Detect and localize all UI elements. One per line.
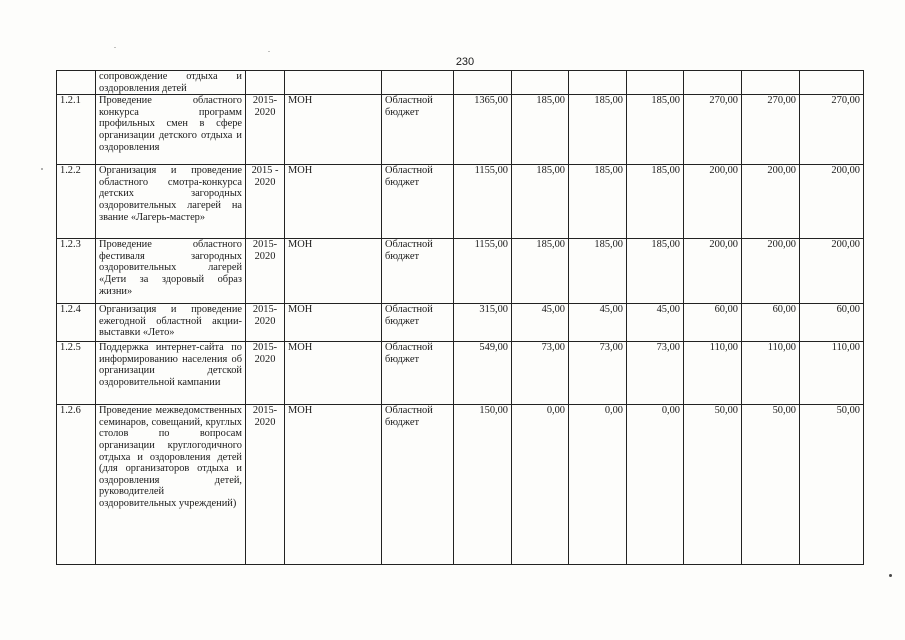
cell-year-value: 270,00 [684, 95, 742, 165]
cell-year-value: 185,00 [569, 239, 627, 304]
cell-years: 2015-2020 [246, 342, 285, 405]
cell-year-value: 200,00 [742, 165, 800, 239]
cell-year-value: 50,00 [742, 405, 800, 565]
cell-executor: МОН [285, 405, 382, 565]
cell-year-value: 73,00 [569, 342, 627, 405]
cell-funding-source: Областной бюджет [382, 342, 454, 405]
cell-years: 2015-2020 [246, 405, 285, 565]
cell-year-value: 0,00 [627, 405, 684, 565]
cell-year-value: 60,00 [684, 304, 742, 342]
cell-executor: МОН [285, 304, 382, 342]
cell-executor: МОН [285, 95, 382, 165]
cell-year-value: 185,00 [512, 165, 569, 239]
cell-total: 1365,00 [454, 95, 512, 165]
cell-num: 1.2.1 [57, 95, 96, 165]
continuation-row [57, 71, 864, 95]
table-row [57, 239, 864, 304]
cell-years: 2015 - 2020 [246, 165, 285, 239]
cell-year-value: 200,00 [742, 239, 800, 304]
cell-continuation-text: сопровождение отдыха и оздоровления детей [96, 71, 246, 95]
page-number: 230 [455, 56, 475, 68]
cell-funding-source: Областной бюджет [382, 405, 454, 565]
cell-year-value: 60,00 [800, 304, 864, 342]
cell-year-value: 50,00 [684, 405, 742, 565]
cell-year-value: 110,00 [742, 342, 800, 405]
cell-year-value: 45,00 [569, 304, 627, 342]
cell-activity-name: Организация и проведение ежегодной областной акции-выставки «Лето» [96, 304, 246, 342]
cell-total: 150,00 [454, 405, 512, 565]
cell-year-value: 200,00 [800, 165, 864, 239]
cell-total: 1155,00 [454, 165, 512, 239]
table-row [57, 304, 864, 342]
cell-activity-name: Поддержка интернет-сайта по информированию населения об организации детской оздоровительной кампании [96, 342, 246, 405]
cell-year-value: 0,00 [512, 405, 569, 565]
scan-speck [114, 47, 116, 48]
cell-year-value: 185,00 [569, 95, 627, 165]
cell-activity-name: Проведение областного конкурса программ профильных смен в сфере организации детского отдыха и оздоровления [96, 95, 246, 165]
cell-year-value: 60,00 [742, 304, 800, 342]
cell-years: 2015-2020 [246, 95, 285, 165]
cell-year-value: 200,00 [684, 239, 742, 304]
cell-total: 1155,00 [454, 239, 512, 304]
cell-num: 1.2.4 [57, 304, 96, 342]
program-activities-table [56, 70, 864, 565]
cell-year-value: 73,00 [627, 342, 684, 405]
cell-num: 1.2.2 [57, 165, 96, 239]
cell-year-value: 185,00 [569, 165, 627, 239]
cell-year-value: 73,00 [512, 342, 569, 405]
cell-total: 549,00 [454, 342, 512, 405]
cell-year-value: 185,00 [512, 95, 569, 165]
cell-year-value: 185,00 [512, 239, 569, 304]
cell-num: 1.2.5 [57, 342, 96, 405]
cell-year-value: 185,00 [627, 239, 684, 304]
cell-funding-source: Областной бюджет [382, 239, 454, 304]
scan-speck [41, 168, 43, 170]
cell-year-value: 270,00 [742, 95, 800, 165]
cell-num: 1.2.6 [57, 405, 96, 565]
cell-num: 1.2.3 [57, 239, 96, 304]
cell-activity-name: Проведение областного фестиваля загородных оздоровительных лагерей «Дети за здоровый образ жизни» [96, 239, 246, 304]
cell-executor: МОН [285, 342, 382, 405]
cell-activity-name: Проведение межведомственных семинаров, совещаний, круглых столов по вопросам организации круглогодичного отдыха и оздоровления детей (для организаторов отдыха и оздоровления детей, руководителей оздоровительных учреждений) [96, 405, 246, 565]
cell-year-value: 200,00 [684, 165, 742, 239]
cell-total: 315,00 [454, 304, 512, 342]
table-row [57, 95, 864, 165]
cell-funding-source: Областной бюджет [382, 95, 454, 165]
cell-num [57, 71, 96, 95]
cell-year-value: 0,00 [569, 405, 627, 565]
table-row [57, 405, 864, 565]
cell-year-value: 270,00 [800, 95, 864, 165]
scan-speck [889, 574, 892, 577]
cell-year-value: 110,00 [800, 342, 864, 405]
cell-funding-source: Областной бюджет [382, 165, 454, 239]
table-row [57, 342, 864, 405]
cell-year-value: 110,00 [684, 342, 742, 405]
cell-year-value: 45,00 [512, 304, 569, 342]
cell-years: 2015-2020 [246, 304, 285, 342]
cell-years: 2015-2020 [246, 239, 285, 304]
scan-speck [268, 51, 270, 52]
cell-year-value: 45,00 [627, 304, 684, 342]
cell-executor: МОН [285, 165, 382, 239]
cell-year-value: 185,00 [627, 165, 684, 239]
cell-year-value: 200,00 [800, 239, 864, 304]
cell-funding-source: Областной бюджет [382, 304, 454, 342]
cell-year-value: 185,00 [627, 95, 684, 165]
table-row [57, 165, 864, 239]
cell-year-value: 50,00 [800, 405, 864, 565]
cell-activity-name: Организация и проведение областного смотра-конкурса детских загородных оздоровительных лагерей на звание «Лагерь-мастер» [96, 165, 246, 239]
cell-executor: МОН [285, 239, 382, 304]
